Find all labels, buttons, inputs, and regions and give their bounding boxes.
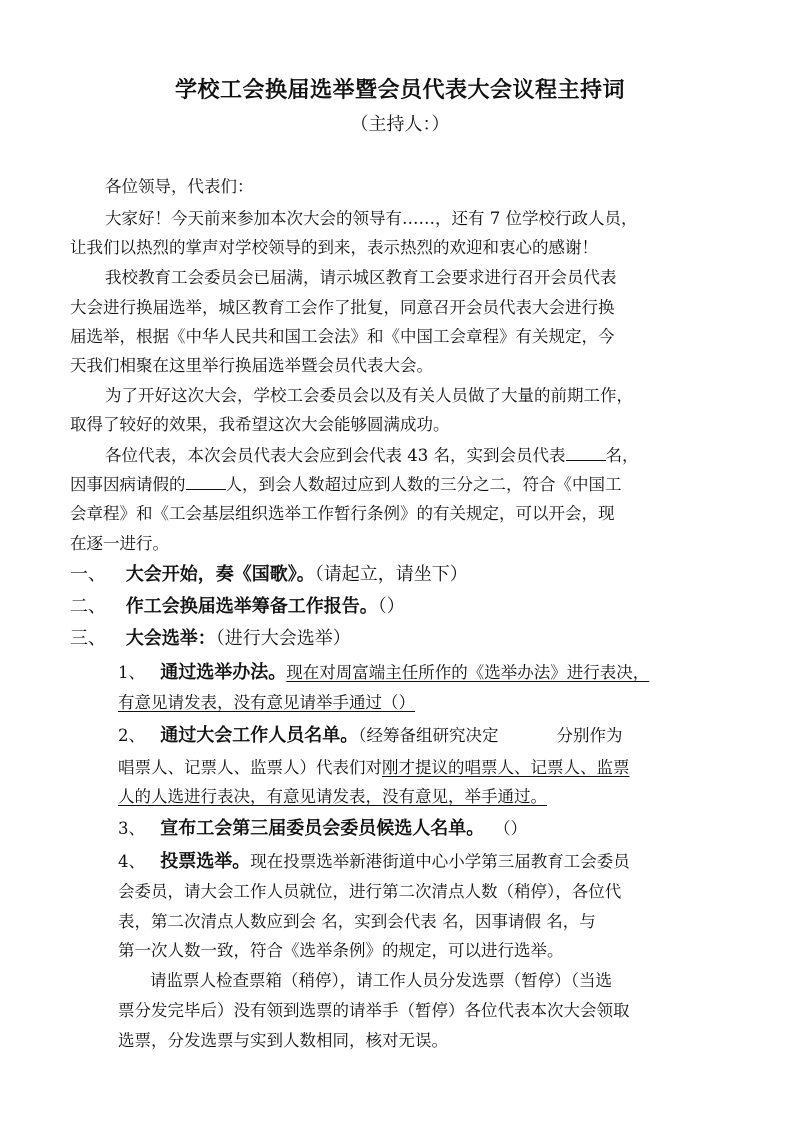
item-heading: 投票选举。 — [160, 851, 251, 872]
fill-in-blank — [566, 444, 606, 461]
item-number: 二、 — [70, 596, 106, 617]
paragraph-line: 取得了较好的效果，我希望这次大会能够圆满成功。 — [70, 415, 450, 434]
sub-item-2 — [118, 725, 623, 747]
text-span: 刚才提议的唱票人、记票人、监票 — [382, 758, 630, 777]
item-number: 1、 — [118, 663, 145, 682]
item-number: 4、 — [118, 852, 145, 871]
text-span: 各位代表，本次会员代表大会应到会代表 43 名，实到会员代表 — [105, 446, 566, 465]
paragraph-line: 会章程》和《工会基层组织选举工作暂行条例》的有关规定，可以开会，现 — [70, 504, 615, 523]
item-number: 2、 — [118, 726, 145, 745]
item-number: 三、 — [70, 628, 106, 649]
paragraph-line: 人的人选进行表决，有意见请发表，没有意见，举手通过。 — [118, 787, 547, 806]
item-heading: 宣布工会第三届委员会委员候选人名单。 — [160, 818, 485, 839]
item-heading: 大会选举： — [125, 628, 216, 649]
item-heading: 通过选举办法。 — [160, 662, 287, 683]
agenda-item-2 — [70, 596, 405, 618]
paragraph-line: 有意见请发表，没有意见请举手通过（） — [118, 693, 415, 712]
text-span: 因事因病请假的 — [70, 475, 186, 494]
doc-subtitle: （主持人：） — [350, 114, 450, 135]
paragraph-line: 大家好！今天前来参加本次大会的领导有……，还有 7 位学校行政人员， — [105, 209, 638, 228]
item-note: （） — [502, 819, 527, 838]
sub-item-1 — [118, 662, 649, 684]
paragraph-line: 为了开好这次大会，学校工会委员会以及有关人员做了大量的前期工作， — [105, 386, 633, 405]
paragraph-line: 天我们相聚在这里举行换届选举暨会员代表大会。 — [70, 356, 433, 375]
paragraph-line: 请监票人检查票箱（稍停），请工作人员分发选票（暂停）（当选 — [150, 971, 612, 990]
paragraph-line — [105, 444, 639, 467]
agenda-item-3 — [70, 628, 351, 650]
text-span: 人，到会人数超过应到人数的三分之二，符合《中国工 — [225, 475, 622, 494]
doc-title: 学校工会换届选举暨会员代表大会议程主持词 — [174, 77, 625, 103]
item-note: （） — [377, 596, 405, 617]
item-note: （请起立，请坐下） — [314, 564, 468, 585]
paragraph-line: 第一次人数一致，符合《选举条例》的规定，可以进行选举。 — [118, 941, 564, 960]
sub-item-4 — [118, 851, 630, 873]
paragraph-line: 会委员，请大会工作人员就位，进行第二次清点人数（稍停），各位代 — [118, 882, 622, 901]
paragraph-line: 表，第二次清点人数应到会 名，实到会代表 名，因事请假 名，与 — [118, 912, 596, 931]
item-text: （经筹备组研究决定 — [358, 726, 499, 745]
greeting: 各位领导，代表们： — [105, 177, 254, 196]
item-heading: 通过大会工作人员名单。 — [160, 725, 359, 746]
item-number: 3、 — [118, 819, 145, 838]
item-heading: 大会开始，奏《国歌》。 — [125, 564, 315, 585]
item-text: 现在投票选举新港街道中心小学第三届教育工会委员 — [250, 852, 630, 871]
paragraph-line: 票分发完毕后）没有领到选票的请举手（暂停）各位代表本次大会领取 — [118, 1001, 630, 1020]
item-number: 一、 — [70, 564, 106, 585]
paragraph-line: 届选举，根据《中华人民共和国工会法》和《中国工会章程》有关规定，今 — [70, 327, 615, 346]
paragraph-line: 我校教育工会委员会已届满，请示城区教育工会要求进行召开会员代表 — [105, 268, 617, 287]
paragraph-line: 在逐一进行。 — [70, 534, 169, 553]
text-span: 名， — [605, 446, 639, 465]
paragraph-line — [70, 473, 622, 496]
sub-item-3 — [118, 818, 527, 840]
paragraph-line: 选票，分发选票与实到人数相同，核对无误。 — [118, 1031, 448, 1050]
item-text: 分别作为 — [556, 726, 623, 745]
item-text: 现在对周富端主任所作的《选举办法》进行表决， — [286, 663, 650, 682]
item-note: （进行大会选举） — [215, 628, 351, 649]
item-heading: 作工会换届选举筹备工作报告。 — [125, 596, 378, 617]
agenda-item-1 — [70, 564, 468, 586]
paragraph-line — [118, 757, 630, 779]
fill-in-blank — [186, 473, 226, 490]
paragraph-line: 大会进行换届选举，城区教育工会作了批复，同意召开会员代表大会进行换 — [70, 298, 615, 317]
paragraph-line: 让我们以热烈的掌声对学校领导的到来，表示热烈的欢迎和衷心的感谢！ — [70, 238, 598, 257]
text-span: 唱票人、记票人、监票人）代表们对 — [118, 758, 382, 777]
